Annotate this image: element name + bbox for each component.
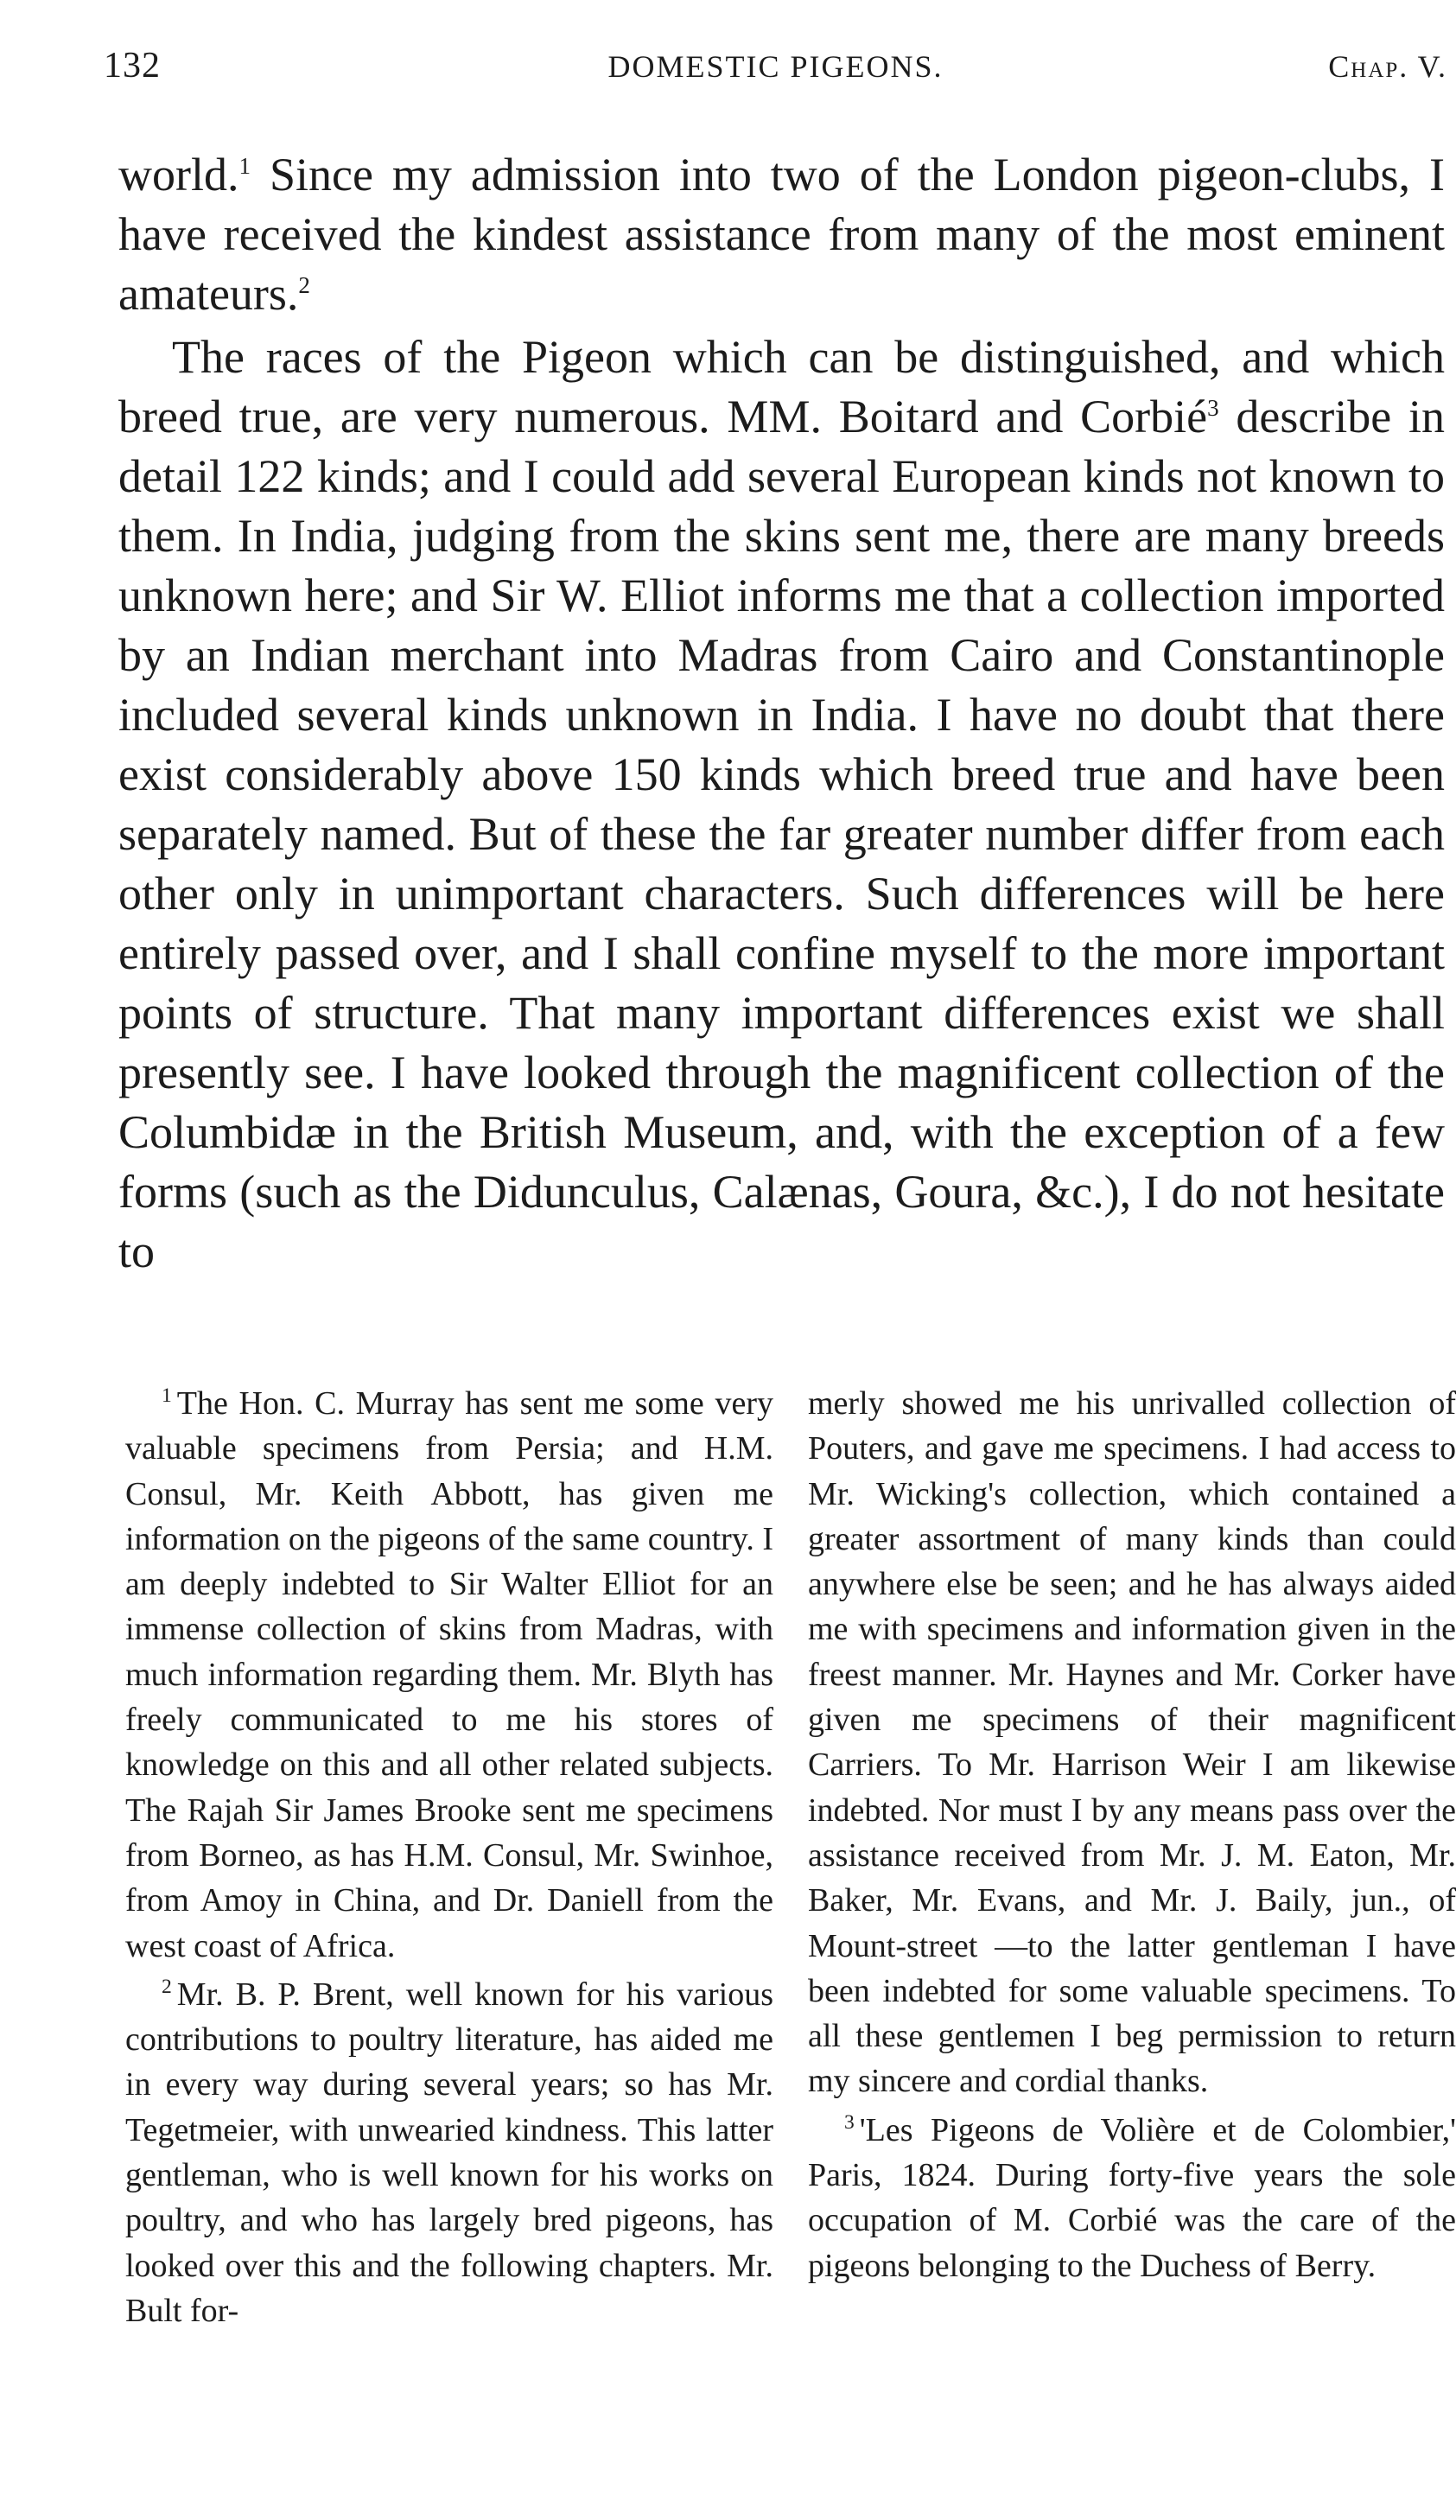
footnote-ref-3[interactable]: 3 [1207, 395, 1219, 421]
page-number: 132 [104, 46, 161, 86]
footnote-2-marker: 2 [162, 1976, 172, 1999]
footnote-2-text: Mr. B. P. Brent, well known for his various contributions to poultry literature, has aided me in every way during several years; so has Mr. Tegetmeier, with unwearied kindness. This latter gentleman, who is well known for his works on poultry, and who has largely bred pigeons, has looked over this and the following chapters. Mr. Bult for- [125, 1976, 773, 2329]
footnote-column-right [808, 1381, 1456, 2333]
footnote-3 [808, 2108, 1456, 2288]
footnote-2-continued [808, 1381, 1456, 2104]
footnotes [125, 1381, 1456, 2333]
footnote-1-marker: 1 [162, 1384, 172, 1408]
main-text [118, 145, 1445, 1282]
footnote-2 [125, 1972, 773, 2333]
footnote-1-text: The Hon. C. Murray has sent me some very valuable specimens from Persia; and H.M. Consul, Mr. Keith Abbott, has given me information on the pigeons of the same country. I am deeply indebted to Sir Walter Elliot for an immense collection of skins from Madras, with much information regarding them. Mr. Blyth has freely communicated to me his stores of knowledge on this and all other related subjects. The Rajah Sir James Brooke sent me specimens from Borneo, as has H.M. Consul, Mr. Swinhoe, from Amoy in China, and Dr. Daniell from the west coast of Africa. [125, 1385, 773, 1964]
footnote-ref-1[interactable]: 1 [238, 153, 251, 179]
paragraph-2 [118, 328, 1445, 1282]
footnote-2-text-cont: merly showed me his unrivalled collection of Pouters, and gave me specimens. I had access to Mr. Wicking's collection, which contained a greater assortment of many kinds than could anywhere else be seen; and he has always aided me with specimens and information given in the freest manner. Mr. Haynes and Mr. Corker have given me specimens of their magnificent Carriers. To Mr. Harrison Weir I am likewise indebted. Nor must I by any means pass over the assistance received from Mr. J. M. Eaton, Mr. Baker, Mr. Evans, and Mr. J. Baily, jun., of Mount-street —to the latter gentleman I have been indebted for some valuable specimens. To all these gentlemen I beg permission to return my sincere and cordial thanks. [808, 1385, 1456, 2100]
paragraph-2-text: The races of the Pigeon which can be distinguished, and which breed true, are very numerous. MM. Boitard and Corbié [118, 331, 1445, 442]
chapter-reference: Chap. V. [1328, 49, 1447, 84]
footnote-3-text: 'Les Pigeons de Volière et de Colombier,' Paris, 1824. During forty-five years the sole occupation of M. Corbié was the care of the pigeons belonging to the Duchess of Berry. [808, 2111, 1456, 2284]
footnote-3-marker: 3 [844, 2111, 855, 2135]
paragraph-1-text-cont: Since my admission into two of the London pigeon-clubs, I have received the kindest assistance from many of the most eminent amateurs. [118, 149, 1445, 320]
paragraph-2-text-cont: describe in detail 122 kinds; and I could add several European kinds not known to them. In India, judging from the skins sent me, there are many breeds unknown here; and Sir W. Elliot informs me that a collection imported by an Indian merchant into Madras from Cairo and Constantinople included several kinds unknown in India. I have no doubt that there exist considerably above 150 kinds which breed true and have been separately named. But of these the far greater number differ from each other only in unimportant characters. Such differences will be here entirely passed over, and I shall confine myself to the more important points of structure. That many important differences exist we shall presently see. I have looked through the magnificent collection of the Columbidæ in the British Museum, and, with the exception of a few forms (such as the Didunculus, Calænas, Goura, &c.), I do not hesitate to [118, 391, 1446, 1277]
footnote-ref-2[interactable]: 2 [298, 272, 310, 298]
paragraph-1 [118, 145, 1445, 324]
footnote-column-left [125, 1381, 773, 2333]
running-title: DOMESTIC PIGEONS. [607, 49, 944, 84]
page-header [104, 45, 1447, 97]
footnote-1 [125, 1381, 773, 1969]
paragraph-1-text: world. [118, 149, 239, 200]
